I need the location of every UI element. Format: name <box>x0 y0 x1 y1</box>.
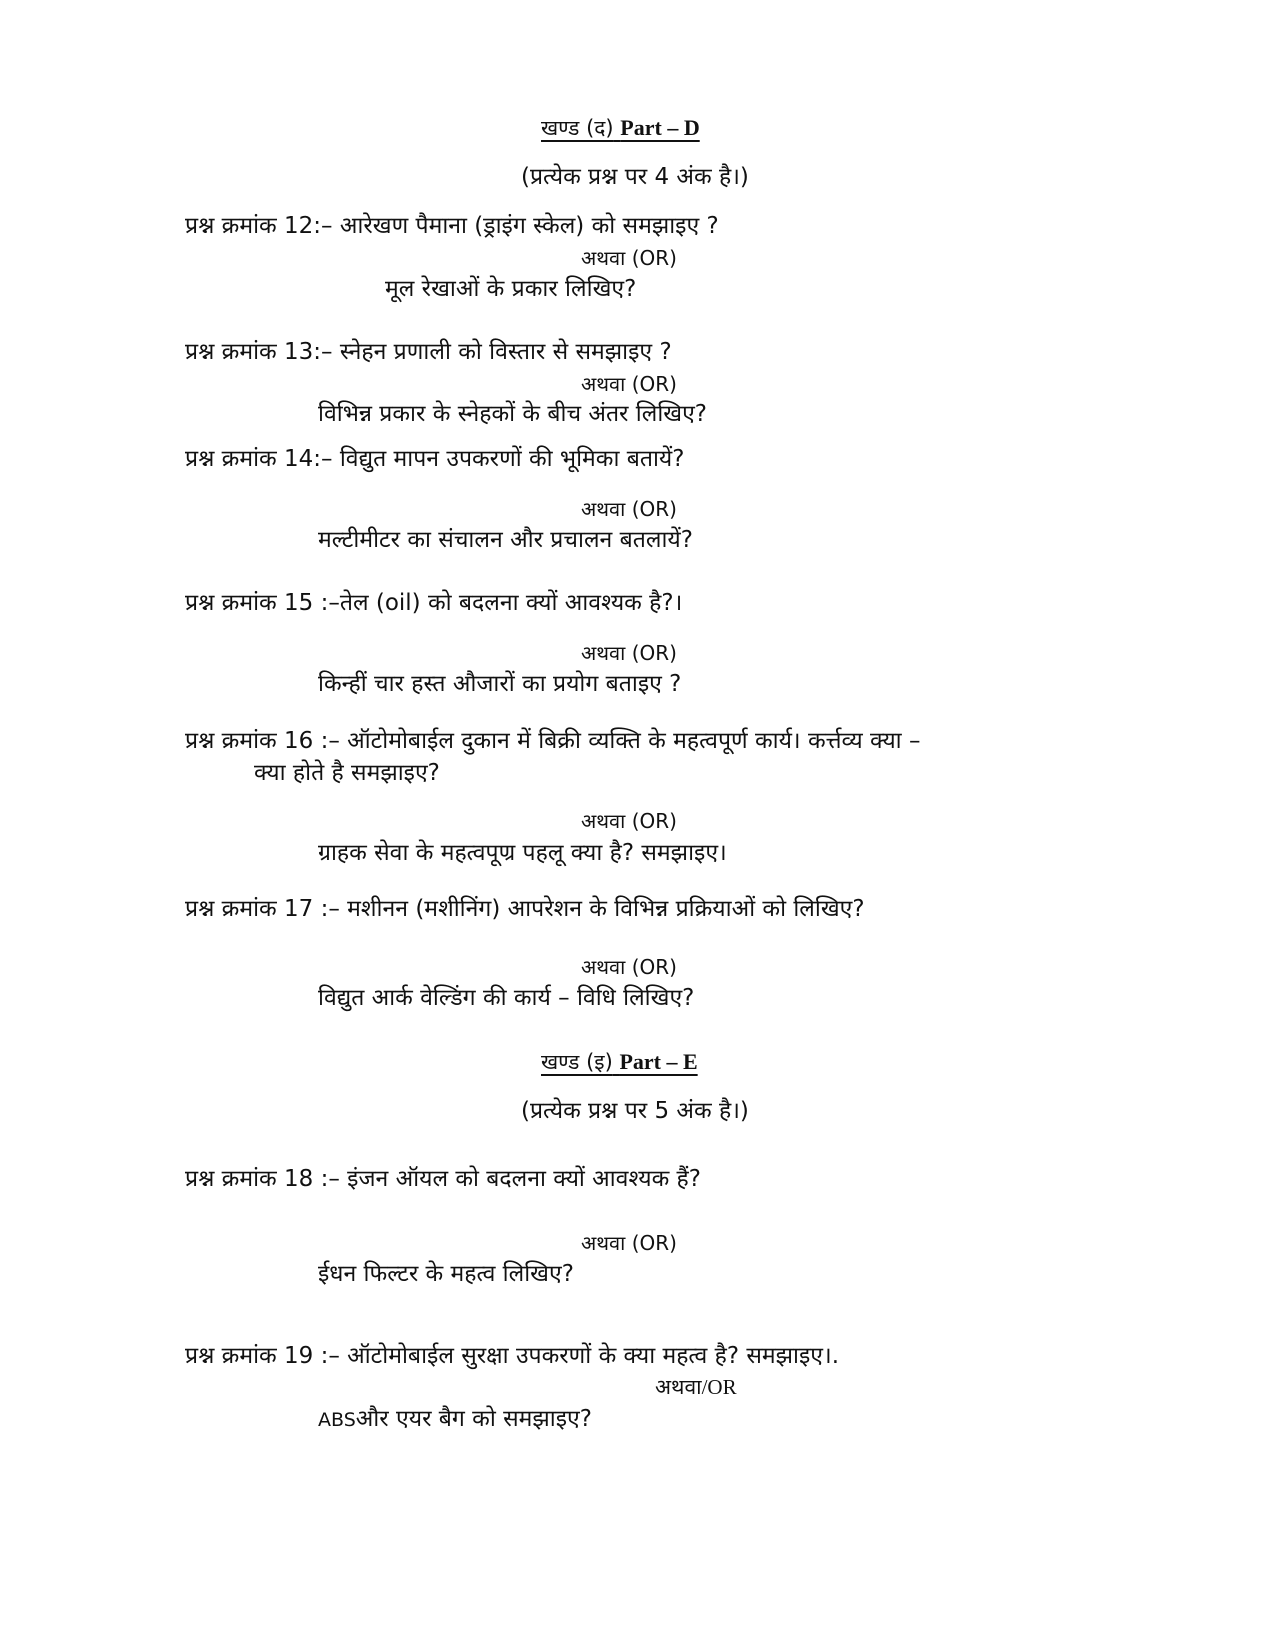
question-13: प्रश्न क्रमांक 13:– स्नेहन प्रणाली को विस्तार से समझाइए ? <box>185 339 672 365</box>
question-18: प्रश्न क्रमांक 18 :– इंजन ऑयल को बदलना क्यों आवश्यक हैं? <box>185 1166 701 1192</box>
question-15-or: अथवा (OR) <box>581 641 677 665</box>
question-16-alt: ग्राहक सेवा के महत्वपूण्र पहलू क्या है? समझाइए। <box>318 840 727 866</box>
question-19-alt <box>318 1405 592 1434</box>
question-13-or: अथवा (OR) <box>581 372 677 396</box>
question-16: प्रश्न क्रमांक 16 :– ऑटोमोबाईल दुकान में बिक्री व्यक्ति के महत्वपूर्ण कार्य। कर्त्तव्य क्या – <box>185 728 921 754</box>
question-18-alt: ईधन फिल्टर के महत्व लिखिए? <box>318 1261 574 1287</box>
question-17-or: अथवा (OR) <box>581 955 677 979</box>
question-14-alt: मल्टीमीटर का संचालन और प्रचालन बतलायें? <box>318 527 693 553</box>
question-12-alt: मूल रेखाओं के प्रकार लिखिए? <box>385 276 637 302</box>
question-16-or: अथवा (OR) <box>581 809 677 833</box>
question-19-alt-text: और एयर बैग को समझाइए? <box>355 1406 592 1432</box>
question-15-alt: किन्हीं चार हस्त औजारों का प्रयोग बताइए ? <box>318 671 682 697</box>
question-17-alt: विद्युत आर्क वेल्डिंग की कार्य – विधि लिखिए? <box>318 985 695 1011</box>
abs-abbreviation: ABS <box>318 1409 356 1431</box>
part-e-marks-note: (प्रत्येक प्रश्न पर 5 अंक है।) <box>521 1098 749 1124</box>
question-15: प्रश्न क्रमांक 15 :–तेल (oil) को बदलना क्यों आवश्यक है?। <box>185 590 683 616</box>
question-12-or: अथवा (OR) <box>581 246 677 270</box>
question-14-or: अथवा (OR) <box>581 497 677 521</box>
question-14: प्रश्न क्रमांक 14:– विद्युत मापन उपकरणों की भूमिका बतायें? <box>185 446 685 472</box>
question-19-or: अथवा/OR <box>655 1375 737 1399</box>
part-e-heading: खण्ड (इ) Part – E <box>541 1049 698 1074</box>
part-d-marks-note: (प्रत्येक प्रश्न पर 4 अंक है।) <box>521 164 749 190</box>
question-12: प्रश्न क्रमांक 12:– आरेखण पैमाना (ड्राइंग स्केल) को समझाइए ? <box>185 213 719 239</box>
question-18-or: अथवा (OR) <box>581 1231 677 1255</box>
question-17: प्रश्न क्रमांक 17 :– मशीनन (मशीनिंग) आपरेशन के विभिन्न प्रक्रियाओं को लिखिए? <box>185 896 865 922</box>
question-16-continued: क्या होते है समझाइए? <box>254 760 440 786</box>
question-19: प्रश्न क्रमांक 19 :– ऑटोमोबाईल सुरक्षा उपकरणों के क्या महत्व है? समझाइए।. <box>185 1343 840 1369</box>
question-13-alt: विभिन्न प्रकार के स्नेहकों के बीच अंतर लिखिए? <box>318 401 708 427</box>
part-d-heading: खण्ड (द) Part – D <box>541 115 700 140</box>
